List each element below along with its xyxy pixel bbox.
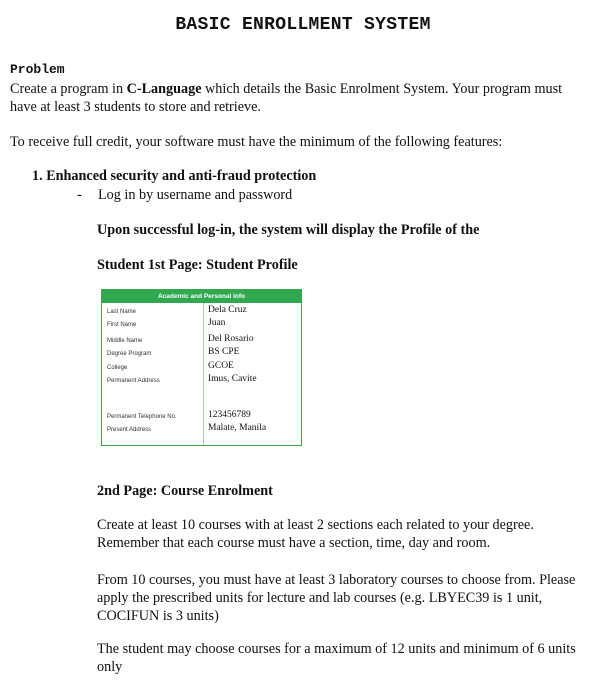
label-college: College [107, 365, 128, 371]
problem-heading: Problem [10, 62, 65, 77]
value-college: GCOE [208, 361, 234, 371]
label-permanent-address: Permanent Address [107, 378, 160, 384]
value-degree-program: BS CPE [208, 347, 240, 357]
value-middle-name: Del Rosario [208, 334, 254, 344]
value-first-name: Juan [208, 318, 226, 328]
value-last-name: Dela Cruz [208, 305, 247, 315]
value-present-address: Malate, Manila [208, 423, 267, 433]
label-first-name: First Name [107, 322, 137, 328]
profile-card-divider [203, 303, 204, 445]
page2-paragraph-2: From 10 courses, you must have at least 3 laboratory courses to choose from. Please apply the prescribed units for lecture and lab courses (e.g. LBYEC39 is 1 unit, COCIFUN is 3 units) [97, 572, 576, 624]
student-page-heading: Student 1st Page: Student Profile [97, 257, 298, 273]
page2-paragraph-3: The student may choose courses for a maximum of 12 units and minimum of 6 units only [97, 641, 576, 675]
label-degree-program: Degree Program [107, 351, 152, 357]
value-permanent-telephone: 123456789 [208, 410, 251, 420]
bullet-login: Log in by username and password [98, 187, 293, 203]
credit-paragraph: To receive full credit, your software must have the minimum of the following features: [10, 134, 503, 150]
student-profile-card [101, 289, 302, 446]
value-permanent-address: Imus, Cavite [208, 374, 257, 384]
upon-login-text: Upon successful log-in, the system will display the Profile of the [97, 222, 480, 238]
page2-paragraph-1: Create at least 10 courses with at least 2 sections each related to your degree. Remember that each course must have a section, time, day and room. [97, 517, 534, 551]
page2-heading: 2nd Page: Course Enrolment [97, 483, 273, 499]
label-last-name: Last Name [107, 309, 137, 315]
label-present-address: Present Address [107, 427, 152, 433]
label-permanent-telephone: Permanent Telephone No. [107, 414, 177, 420]
bullet-dash: - [77, 187, 82, 203]
document-title: BASIC ENROLLMENT SYSTEM [175, 15, 431, 35]
intro-paragraph: Create a program in C-Language which details the Basic Enrolment System. Your program must have at least 3 students to store and retrieve. [10, 81, 563, 115]
profile-card-header: Academic and Personal Info [102, 290, 301, 303]
feature-1-heading: 1. Enhanced security and anti-fraud protection [32, 168, 317, 184]
label-middle-name: Middle Name [107, 338, 143, 344]
